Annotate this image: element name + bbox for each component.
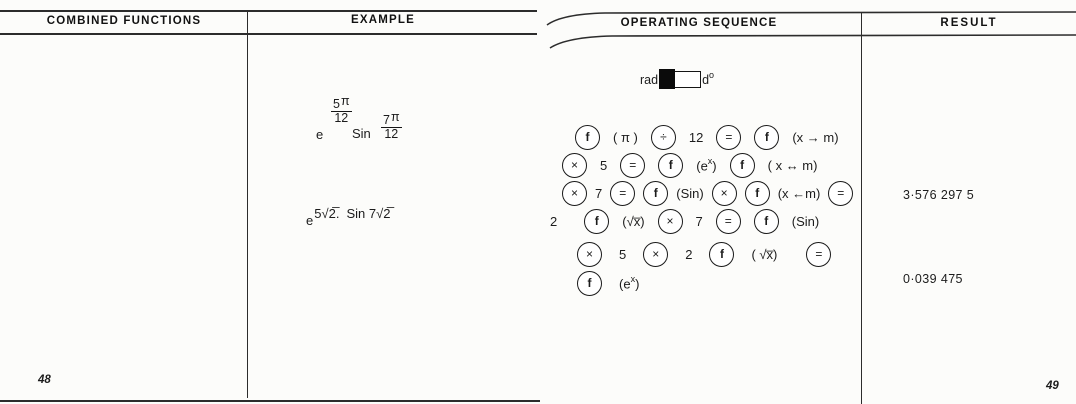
calc-key-equals: = [610, 181, 635, 206]
digit-entry: 2 [550, 213, 558, 229]
column-divider-right [861, 13, 862, 404]
calc-key-equals: = [828, 181, 853, 206]
shifted-function-label: ( π ) [613, 129, 638, 145]
sequence-row [577, 241, 831, 267]
sequence-row [550, 208, 819, 234]
shifted-function-label: (Sin) [676, 185, 704, 201]
shifted-function-label: (x ←m) [777, 185, 821, 201]
column-divider-left [247, 10, 248, 398]
shifted-function-label: ( √x̅) [751, 246, 778, 262]
calc-key-f: f [745, 181, 770, 206]
digit-entry: 7 [695, 213, 703, 229]
result-value-1: 3·576 297 5 [903, 188, 975, 202]
shifted-function-label: $(e^x)$ [619, 273, 640, 292]
page-number-right: 49 [1046, 380, 1059, 392]
left-header-bottom-rule [0, 33, 537, 35]
example2-base-e: e [306, 213, 314, 228]
calc-key-f: f [658, 153, 683, 178]
calc-key-equals: = [716, 125, 741, 150]
calc-key-equals: = [620, 153, 645, 178]
shifted-function-label: $(e^x)$ [696, 155, 717, 174]
mode-switch [640, 71, 714, 88]
header-result: RESULT [940, 17, 998, 29]
sequence-row [562, 180, 853, 206]
calc-key-f: f [584, 209, 609, 234]
switch-slider [659, 71, 701, 88]
calc-key-f: f [643, 181, 668, 206]
calc-key-f: f [754, 125, 779, 150]
calc-key-equals: = [716, 209, 741, 234]
calc-key-f: f [577, 271, 602, 296]
example1-argument-fraction: $\frac{7\pi}{12}$ [383, 110, 400, 141]
calc-key-f: f [754, 209, 779, 234]
rad-label: rad [640, 72, 659, 87]
digit-entry: 12 [688, 129, 704, 145]
shifted-function-label: ( x ↔ m) [767, 157, 818, 173]
digit-entry: 7 [595, 185, 603, 201]
calc-key-multiply: × [712, 181, 737, 206]
sequence-row [562, 152, 817, 178]
shifted-function-label: (Sin) [791, 213, 820, 229]
degree-label: $d^o$ [702, 70, 715, 88]
calc-key-f: f [575, 125, 600, 150]
calc-key-multiply: × [658, 209, 683, 234]
left-bottom-rule [0, 400, 540, 402]
shifted-function-label: (√x̅) [622, 213, 645, 229]
shifted-function-label: (x → m) [792, 129, 839, 145]
digit-entry: 2 [685, 246, 693, 262]
calc-key-multiply: × [562, 181, 587, 206]
calc-key-multiply: × [577, 242, 602, 267]
calc-key-equals: = [806, 242, 831, 267]
example2-exponent: 5√2̅. [314, 206, 340, 221]
example1-sin-label: Sin [352, 126, 371, 141]
example1-base-e: e [316, 127, 324, 142]
example-expression-2 [306, 206, 390, 228]
digit-entry: 5 [600, 157, 608, 173]
header-operating-sequence: OPERATING SEQUENCE [620, 17, 778, 29]
header-example: EXAMPLE [351, 14, 415, 26]
result-value-2: 0·039 475 [903, 272, 963, 286]
header-combined-functions: COMBINED FUNCTIONS [46, 15, 202, 27]
example1-exponent-fraction: $\frac{5\pi}{12}$ [333, 94, 350, 125]
digit-entry: 5 [619, 246, 627, 262]
example2-sin-term: Sin 7√2̅ [346, 206, 391, 221]
sequence-row [575, 124, 839, 150]
sequence-row [577, 270, 639, 296]
switch-knob [659, 69, 675, 89]
calc-key-divide: ÷ [651, 125, 676, 150]
left-header-top-rule [0, 10, 537, 12]
calc-key-multiply: × [643, 242, 668, 267]
calc-key-f: f [730, 153, 755, 178]
page-number-left: 48 [38, 374, 51, 386]
calc-key-f: f [709, 242, 734, 267]
calc-key-multiply: × [562, 153, 587, 178]
